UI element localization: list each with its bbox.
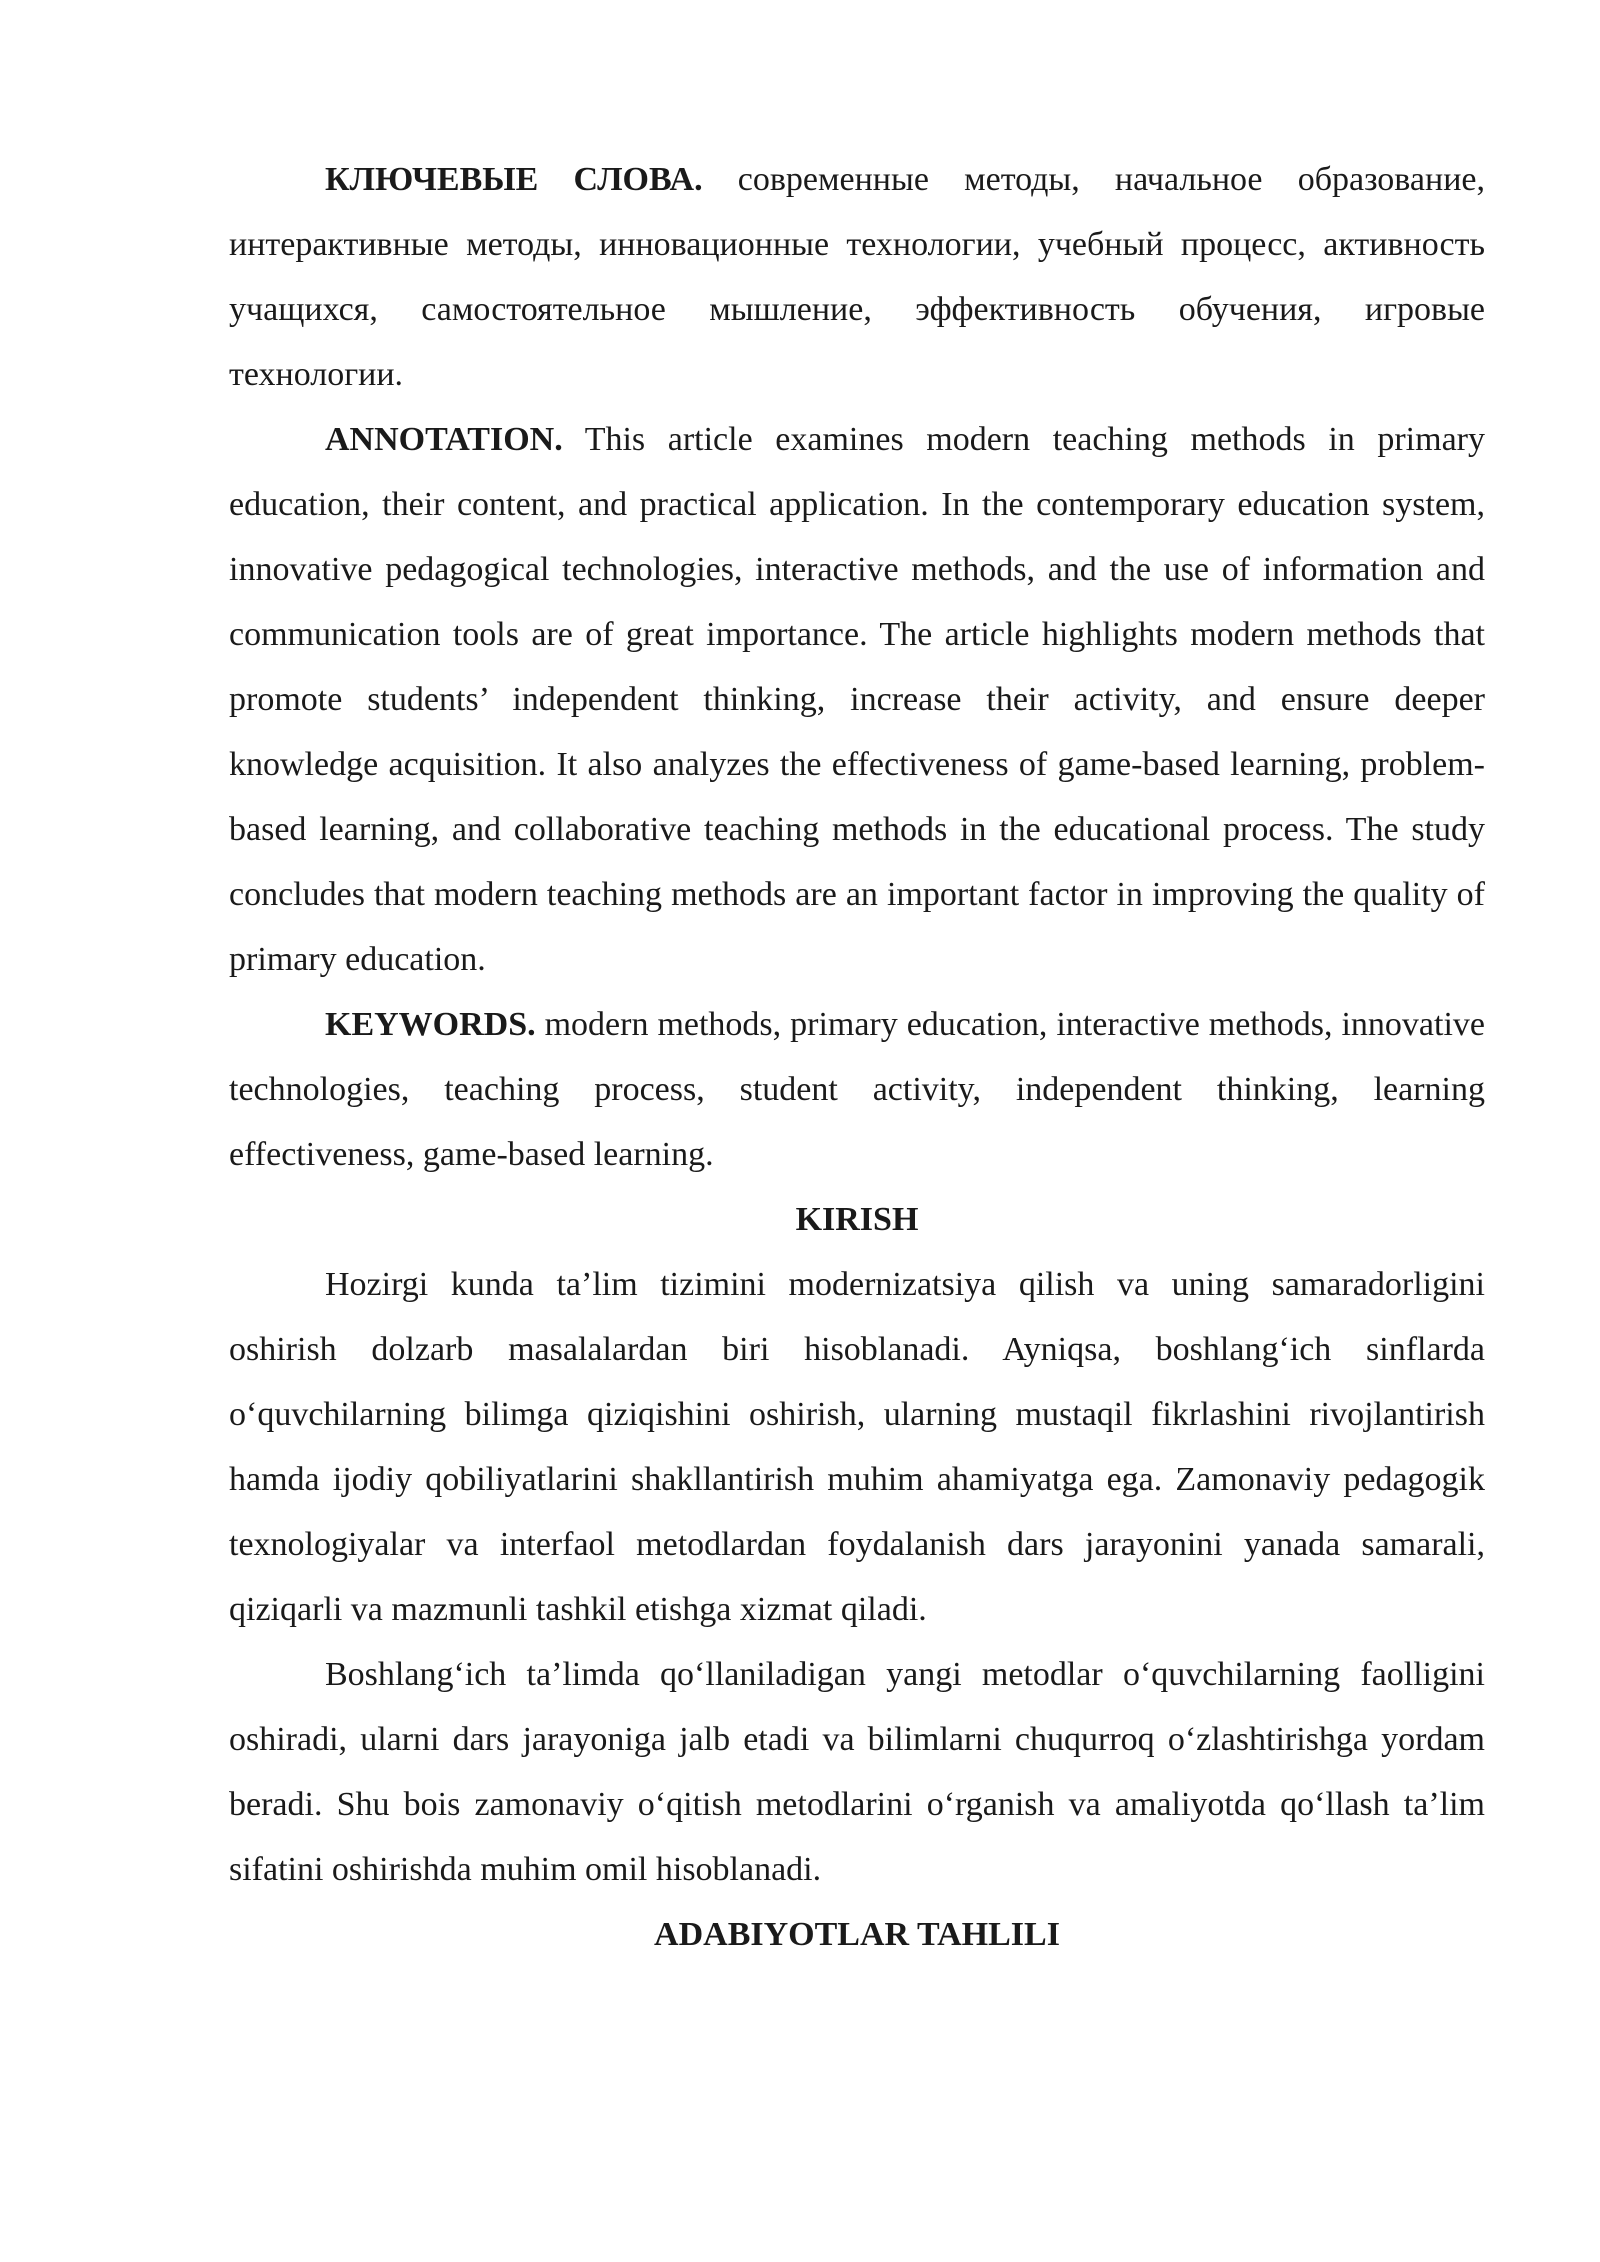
keywords-en-text: modern methods, primary education, interactive methods, innovative technologies, teaching process, student activity, independent thinking, learning effectiveness, game-based learning. [229, 1006, 1485, 1173]
intro-paragraph-2: Boshlang‘ich ta’limda qo‘llaniladigan yangi metodlar o‘quvchilarning faolligini oshiradi, ularni dars jarayoniga jalb etadi va bilimlarni chuqurroq o‘zlashtirishga yordam beradi. Shu bois zamonaviy o‘qitish metodlarini o‘rganish va amaliyotda qo‘llash ta’lim sifatini oshirishda muhim omil hisoblanadi. [229, 1656, 1485, 1888]
keywords-ru-paragraph [229, 147, 1485, 407]
keywords-ru-label: КЛЮЧЕВЫЕ СЛОВА. [325, 161, 703, 198]
section-heading-kirish: KIRISH [795, 1201, 919, 1238]
keywords-en-label: KEYWORDS. [325, 1006, 536, 1043]
annotation-paragraph [229, 407, 1485, 992]
intro-paragraph-1: Hozirgi kunda ta’lim tizimini modernizatsiya qilish va uning samaradorligini oshirish dolzarb masalalardan biri hisoblanadi. Ayniqsa, boshlang‘ich sinflarda o‘quvchilarning bilimga qiziqishini oshirish, ularning mustaqil fikrlashini rivojlantirish hamda ijodiy qobiliyatlarini shakllantirish muhim ahamiyatga ega. Zamonaviy pedagogik texnologiyalar va interfaol metodlardan foydalanish dars jarayonini yanada samarali, qiziqarli va mazmunli tashkil etishga xizmat qiladi. [229, 1266, 1485, 1628]
annotation-label: ANNOTATION. [325, 421, 563, 458]
keywords-en-paragraph [229, 992, 1485, 1187]
section-heading-adabiyotlar: ADABIYOTLAR TAHLILI [654, 1916, 1060, 1953]
annotation-text: This article examines modern teaching methods in primary education, their content, and practical application. In the contemporary education system, innovative pedagogical technologies, interactive methods, and the use of information and communication tools are of great importance. The article highlights modern methods that promote students’ independent thinking, increase their activity, and ensure deeper knowledge acquisition. It also analyzes the effectiveness of game-based learning, problem-based learning, and collaborative teaching methods in the educational process. The study concludes that modern teaching methods are an important factor in improving the quality of primary education. [229, 421, 1485, 978]
keywords-ru-text: современные методы, начальное образование, интерактивные методы, инновационные технологии, учебный процесс, активность учащихся, самостоятельное мышление, эффективность обучения, игровые технологии. [229, 161, 1485, 393]
document-body [229, 147, 1485, 1967]
